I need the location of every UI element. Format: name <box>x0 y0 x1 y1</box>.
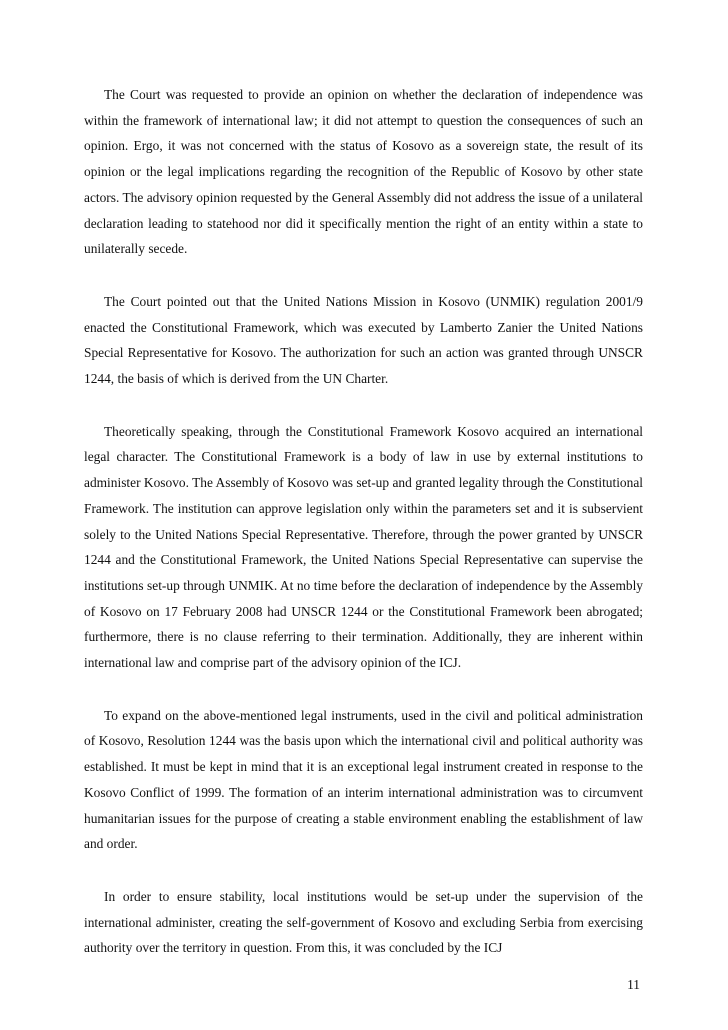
paragraph-resolution-1244: To expand on the above-mentioned legal instruments, used in the civil and political administration of Kosovo, Resolution 1244 was the basis upon which the international civil and political authority was established. It must be kept in mind that it is an exceptional legal instrument created in response to the Kosovo Conflict of 1999. The formation of an interim international administration was to circumvent humanitarian issues for the purpose of creating a stable environment enabling the establishment of law and order. <box>84 707 643 852</box>
paragraph-local-institutions: In order to ensure stability, local institutions would be set-up under the supervision of the international administer, creating the self-government of Kosovo and excluding Serbia from exercising authority over the territory in question. From this, it was concluded by the ICJ <box>84 888 643 956</box>
paragraph-constitutional-framework: Theoretically speaking, through the Constitutional Framework Kosovo acquired an international legal character. The Constitutional Framework is a body of law in use by external institutions to administer Kosovo. The Assembly of Kosovo was set-up and granted legality through the Constitutional Framework. The institution can approve legislation only within the parameters set and it is subservient solely to the United Nations Special Representative. Therefore, through the power granted by UNSCR 1244 and the Constitutional Framework, the United Nations Special Representative can supervise the institutions set-up through UNMIK. At no time before the declaration of independence by the Assembly of Kosovo on 17 February 2008 had UNSCR 1244 or the Constitutional Framework been abrogated; furthermore, there is no clause referring to their termination. Additionally, they are inherent within international law and comprise part of the advisory opinion of the ICJ. <box>84 423 643 671</box>
document-body <box>84 82 643 988</box>
paragraph-unmik-regulation: The Court pointed out that the United Nations Mission in Kosovo (UNMIK) regulation 2001/9 enacted the Constitutional Framework, which was executed by Lamberto Zanier the United Nations Special Representative for Kosovo. The authorization for such an action was granted through UNSCR 1244, the basis of which is derived from the UN Charter. <box>84 293 643 387</box>
page-number: 11 <box>627 977 640 992</box>
paragraph-court-request: The Court was requested to provide an opinion on whether the declaration of independence was within the framework of international law; it did not attempt to question the consequences of such an opinion. Ergo, it was not concerned with the status of Kosovo as a sovereign state, the result of its opinion or the legal implications regarding the recognition of the Republic of Kosovo by other state actors. The advisory opinion requested by the General Assembly did not address the issue of a unilateral declaration leading to statehood nor did it specifically mention the right of an entity within a state to unilaterally secede. <box>84 87 643 257</box>
